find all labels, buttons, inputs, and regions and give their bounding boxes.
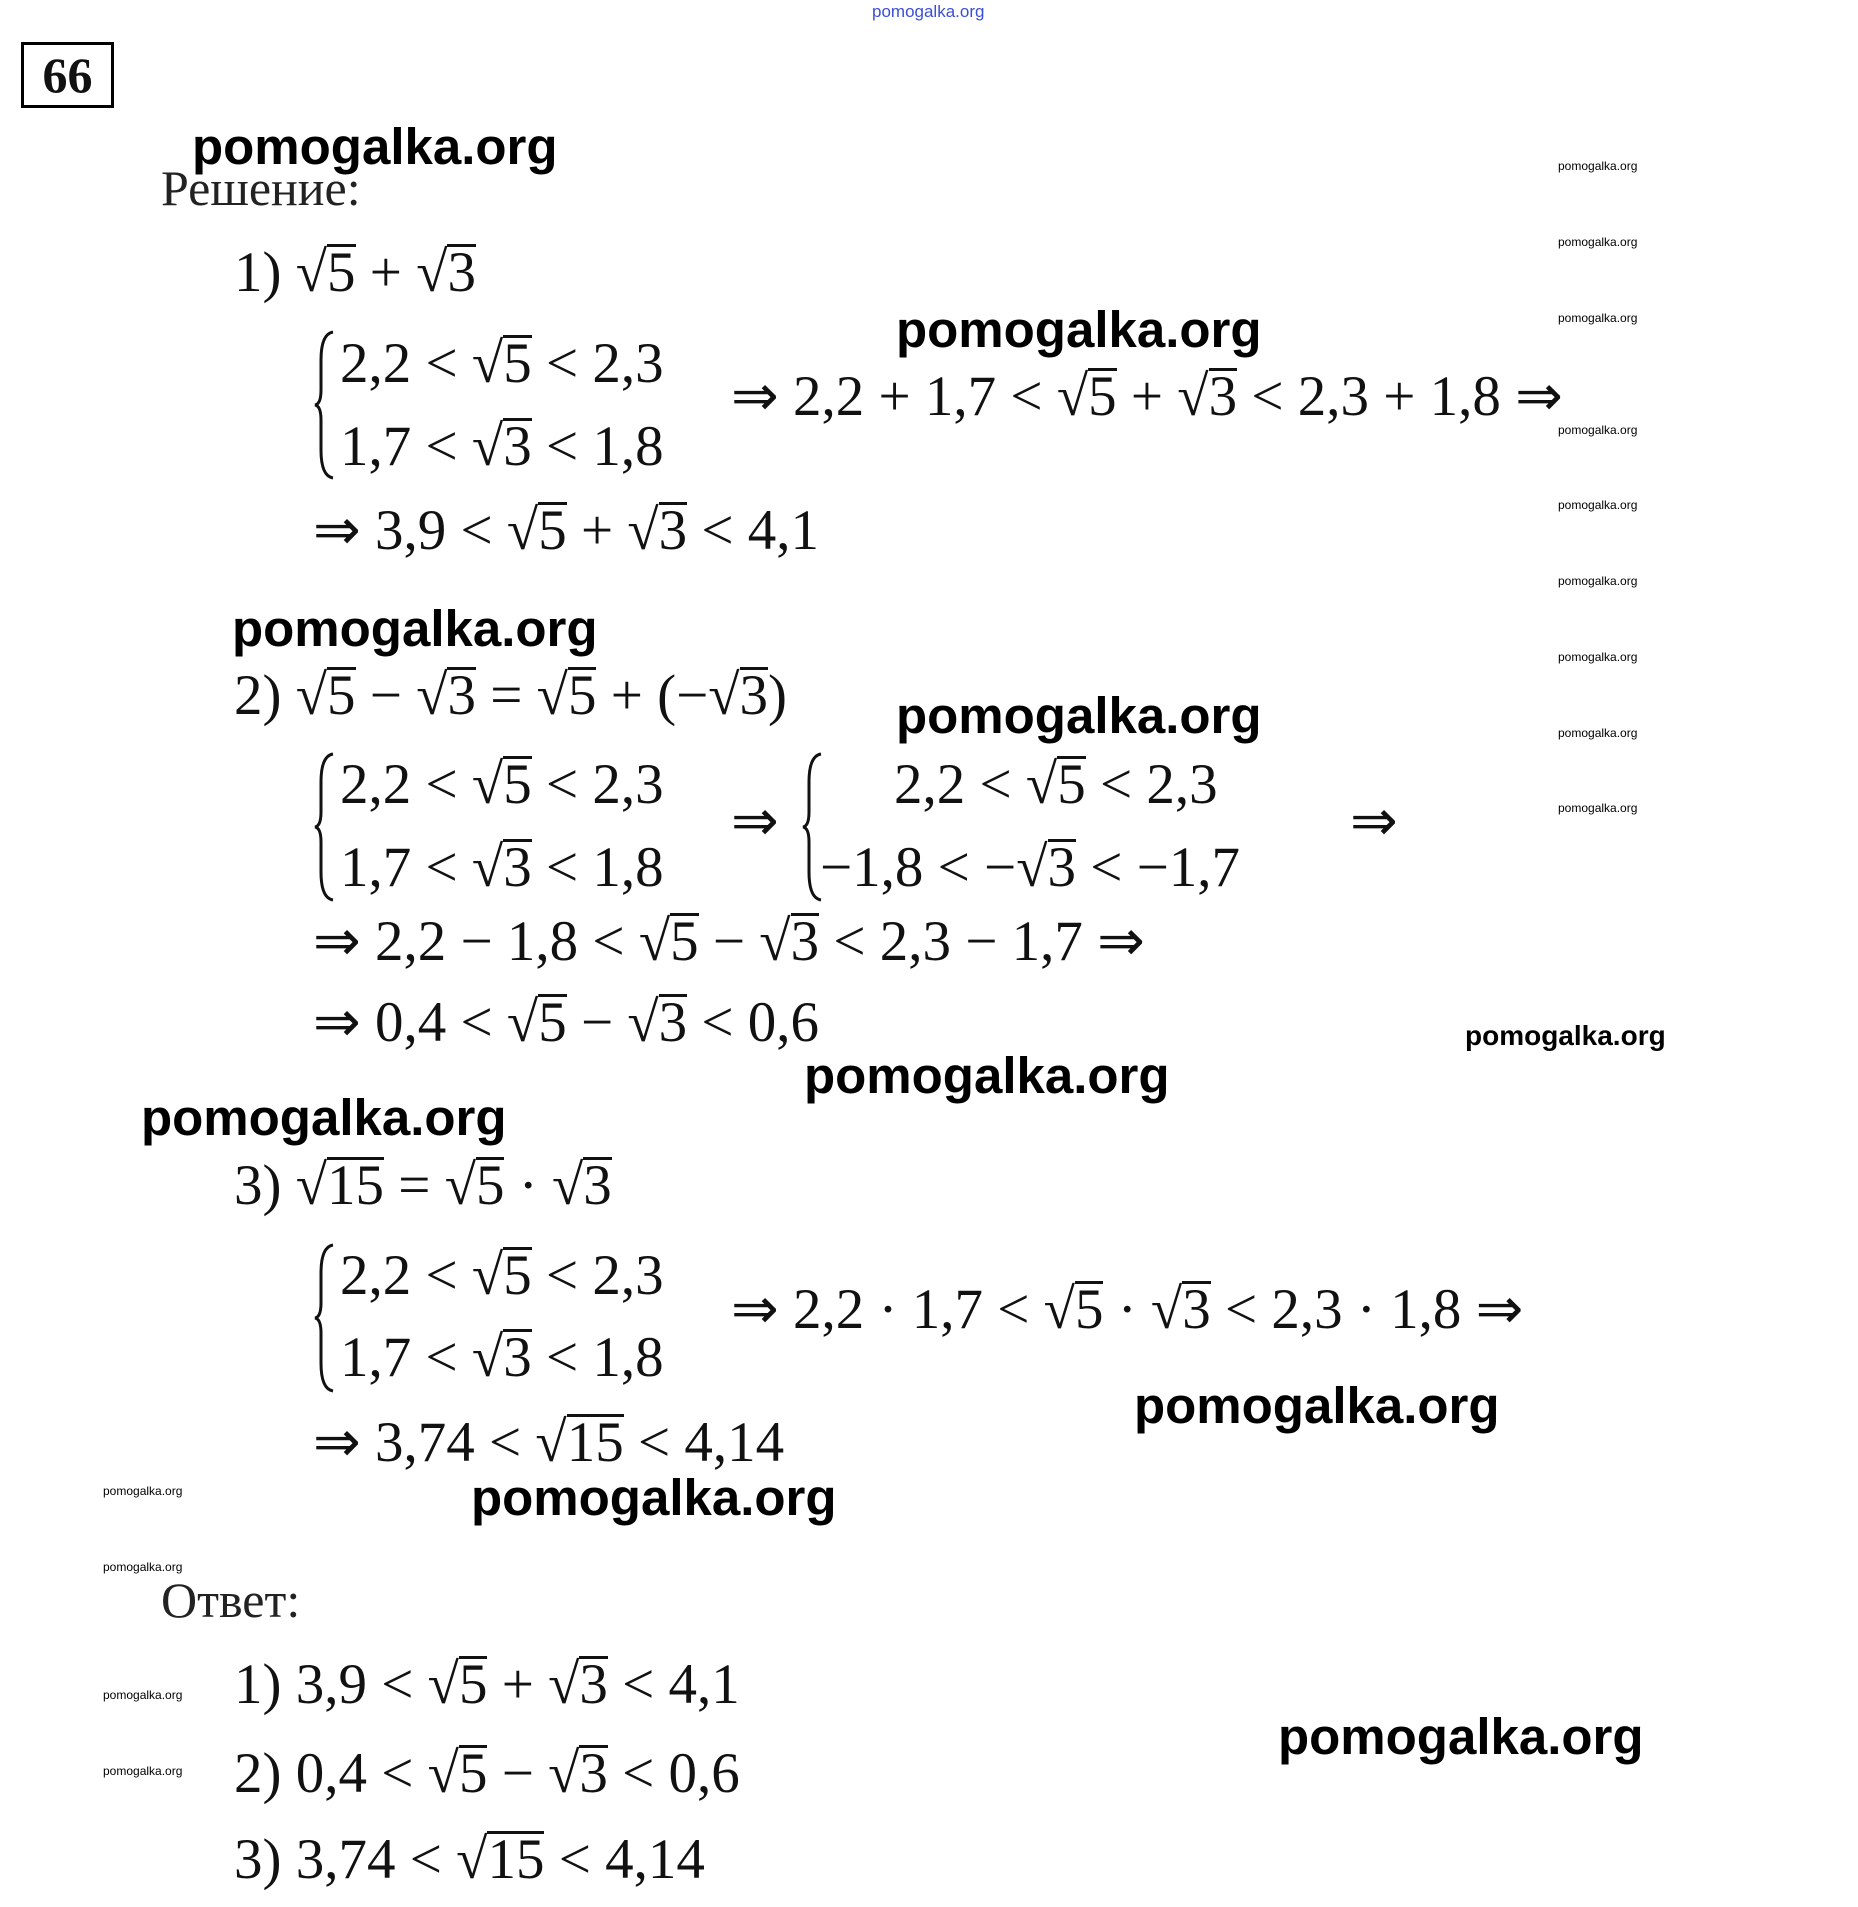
part2-arrow-2: ⇒ [1350,790,1398,853]
watermark: pomogalka.org [141,1089,507,1146]
part2-arrow: ⇒ [731,790,779,853]
part2-system-line-1: 2,2 < √5 < 2,3 [340,753,664,816]
watermark: pomogalka.org [896,687,1262,744]
watermark: pomogalka.org [103,1484,183,1498]
answer-2: 2) 0,4 < √5 − √3 < 0,6 [234,1742,740,1805]
problem-number: 66 [21,42,114,108]
watermark: pomogalka.org [1558,311,1638,325]
watermark: pomogalka.org [471,1469,837,1526]
part1-system-line-2: 1,7 < √3 < 1,8 [340,415,664,478]
watermark: pomogalka.org [232,600,598,657]
brace-icon [313,330,337,480]
watermark: pomogalka.org [1558,574,1638,588]
watermark: pomogalka.org [804,1047,1170,1104]
answer-heading: Ответ: [161,1572,301,1628]
part3-step: ⇒ 2,2 · 1,7 < √5 · √3 < 2,3 · 1,8 ⇒ [731,1278,1524,1341]
watermark: pomogalka.org [1558,423,1638,437]
watermark: pomogalka.org [896,301,1262,358]
top-watermark-link[interactable]: pomogalka.org [872,2,985,21]
brace-icon [313,752,337,902]
answer-3: 3) 3,74 < √15 < 4,14 [234,1828,705,1891]
brace-icon [313,1243,337,1393]
watermark: pomogalka.org [1558,650,1638,664]
part2-system-line-2: 1,7 < √3 < 1,8 [340,836,664,899]
watermark: pomogalka.org [103,1688,183,1702]
part2-result: ⇒ 0,4 < √5 − √3 < 0,6 [313,991,820,1054]
watermark: pomogalka.org [192,118,558,175]
solution-heading: Решение: [161,160,361,216]
part2-system2-line-2: −1,8 < −√3 < −1,7 [820,836,1241,899]
watermark: pomogalka.org [1134,1377,1500,1434]
part2-step: ⇒ 2,2 − 1,8 < √5 − √3 < 2,3 − 1,7 ⇒ [313,910,1145,973]
watermark: pomogalka.org [1465,1020,1666,1051]
watermark: pomogalka.org [103,1560,183,1574]
watermark: pomogalka.org [1558,498,1638,512]
watermark: pomogalka.org [103,1764,183,1778]
part3-system-line-1: 2,2 < √5 < 2,3 [340,1244,664,1307]
part1-title: 1) √5 + √3 [234,241,476,304]
part3-title: 3) √15 = √5 · √3 [234,1154,612,1217]
part3-system-line-2: 1,7 < √3 < 1,8 [340,1326,664,1389]
watermark: pomogalka.org [1558,726,1638,740]
answer-1: 1) 3,9 < √5 + √3 < 4,1 [234,1653,740,1716]
watermark: pomogalka.org [1558,801,1638,815]
part2-system2-line-1: 2,2 < √5 < 2,3 [894,753,1218,816]
part1-system-line-1: 2,2 < √5 < 2,3 [340,332,664,395]
part1-result: ⇒ 3,9 < √5 + √3 < 4,1 [313,499,820,562]
watermark: pomogalka.org [1558,159,1638,173]
part2-title: 2) √5 − √3 = √5 + (−√3) [234,664,787,727]
watermark: pomogalka.org [1558,235,1638,249]
part1-step: ⇒ 2,2 + 1,7 < √5 + √3 < 2,3 + 1,8 ⇒ [731,365,1563,428]
part3-result: ⇒ 3,74 < √15 < 4,14 [313,1411,785,1474]
watermark: pomogalka.org [1278,1708,1644,1765]
